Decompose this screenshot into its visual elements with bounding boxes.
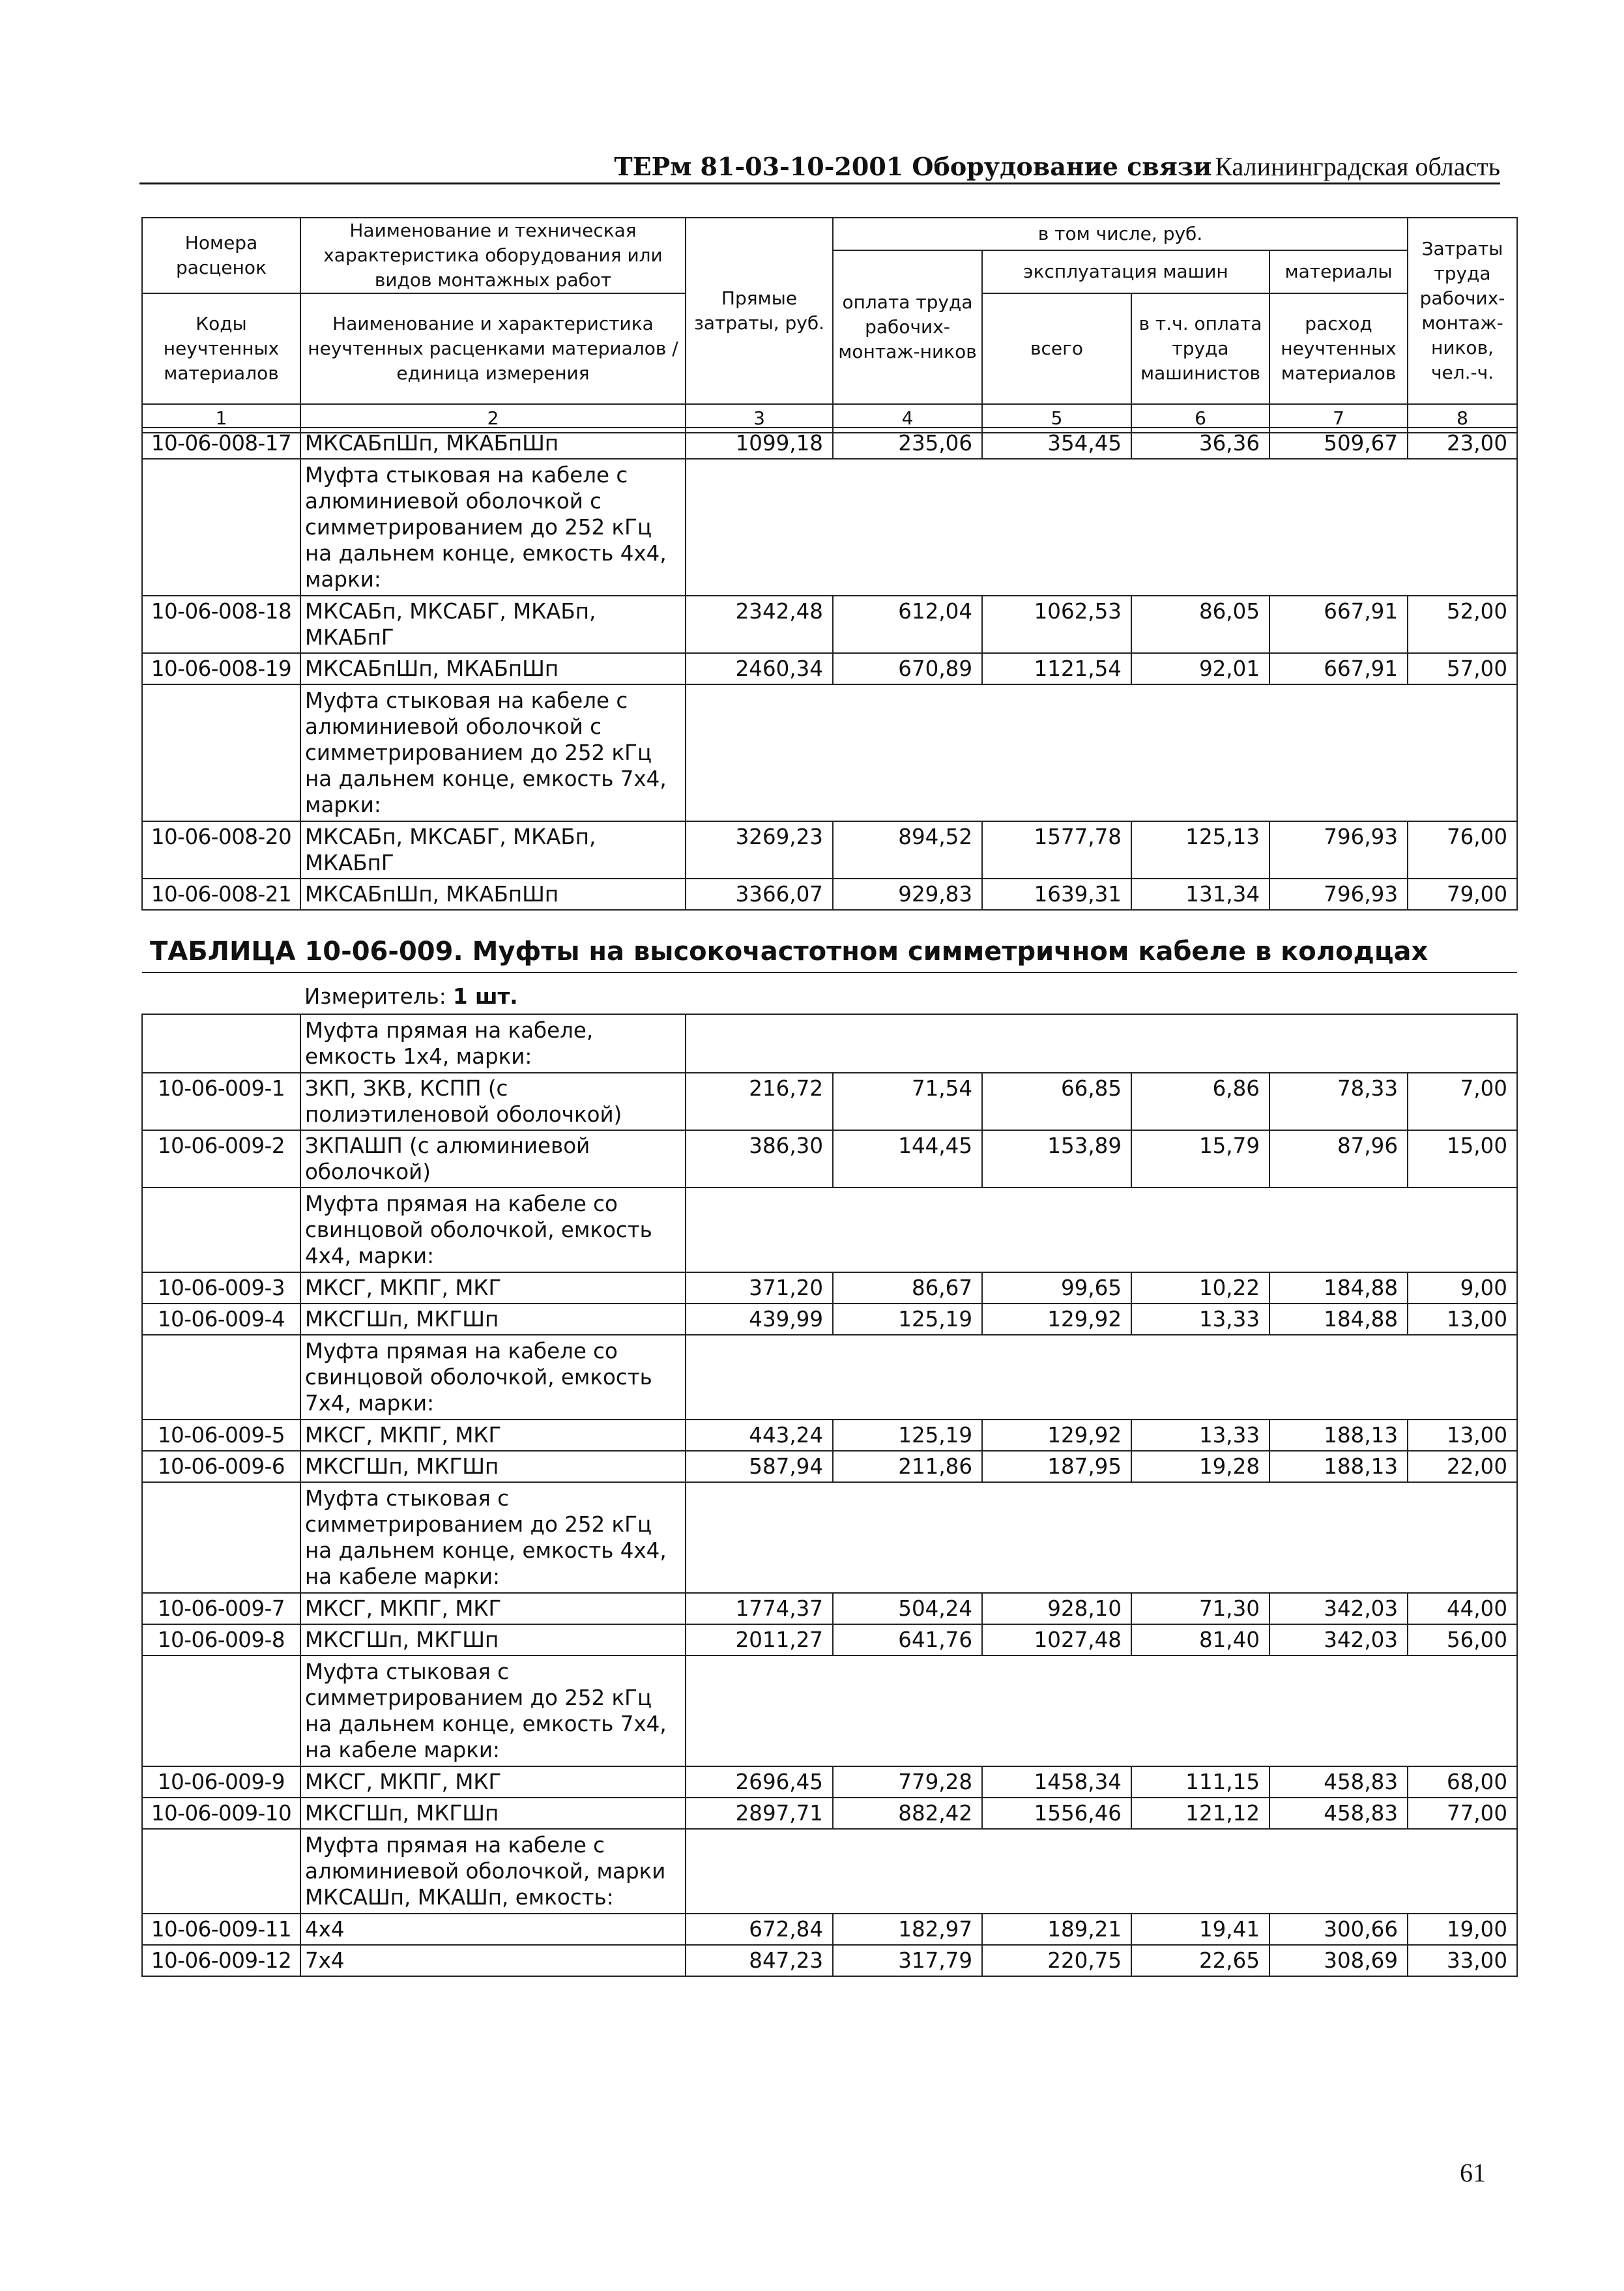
labor-hours-value: 76,00: [1408, 821, 1517, 879]
header-labor: Затраты труда рабочих-монтаж-ников, чел.-ч.: [1408, 218, 1517, 404]
rate-code: 10-06-009-7: [142, 1593, 300, 1624]
operators-wages-value: 131,34: [1131, 879, 1269, 910]
wages-value: 182,97: [833, 1914, 982, 1945]
rate-code: 10-06-009-1: [142, 1073, 300, 1130]
operators-wages-value: 71,30: [1131, 1593, 1269, 1624]
empty-cell: [686, 1482, 1517, 1593]
wages-value: 894,52: [833, 821, 982, 879]
empty-cell: [686, 1656, 1517, 1766]
empty-cell: [142, 1014, 300, 1073]
table-row: [142, 1624, 1517, 1656]
wages-value: 779,28: [833, 1766, 982, 1798]
rate-code: 10-06-009-2: [142, 1130, 300, 1188]
column-number: 7: [1269, 404, 1408, 433]
rate-name: МКСАБп, МКСАБГ, МКАБп, МКАБпГ: [300, 596, 686, 653]
wages-value: 144,45: [833, 1130, 982, 1188]
rate-name: МКСГШп, МКГШп: [300, 1451, 686, 1482]
table-row: [142, 1304, 1517, 1335]
table-title-row: [142, 910, 1517, 972]
rate-code: 10-06-008-18: [142, 596, 300, 653]
machines-total-value: 1577,78: [982, 821, 1131, 879]
operators-wages-value: 13,33: [1131, 1304, 1269, 1335]
operators-wages-value: 6,86: [1131, 1073, 1269, 1130]
machines-total-value: 1639,31: [982, 879, 1131, 910]
labor-hours-value: 13,00: [1408, 1304, 1517, 1335]
header-material-codes: Коды неучтенных материалов: [142, 293, 300, 404]
header-work-name: Наименование и техническая характеристика оборудования или видов монтажных работ: [300, 218, 686, 293]
wages-value: 86,67: [833, 1272, 982, 1304]
operators-wages-value: 81,40: [1131, 1624, 1269, 1656]
material-usage-value: 796,93: [1269, 821, 1408, 879]
operators-wages-value: 125,13: [1131, 821, 1269, 879]
machines-total-value: 129,92: [982, 1420, 1131, 1451]
empty-cell: [686, 1829, 1517, 1914]
operators-wages-value: 111,15: [1131, 1766, 1269, 1798]
direct-costs-value: 386,30: [686, 1130, 833, 1188]
table-title: ТАБЛИЦА 10-06-009. Муфты на высокочастотном симметричном кабеле в колодцах: [150, 937, 1428, 967]
empty-cell: [686, 1014, 1517, 1073]
wages-value: 641,76: [833, 1624, 982, 1656]
operators-wages-value: 86,05: [1131, 596, 1269, 653]
direct-costs-value: 2696,45: [686, 1766, 833, 1798]
empty-cell: [142, 1829, 300, 1914]
empty-cell: [686, 684, 1517, 821]
rate-name: 4x4: [300, 1914, 686, 1945]
operators-wages-value: 13,33: [1131, 1420, 1269, 1451]
table-row: [142, 1945, 1517, 1976]
labor-hours-value: 77,00: [1408, 1798, 1517, 1829]
table-row: [142, 1593, 1517, 1624]
empty-cell: [686, 1188, 1517, 1272]
operators-wages-value: 15,79: [1131, 1130, 1269, 1188]
measure-row: [142, 972, 1517, 1014]
labor-hours-value: 68,00: [1408, 1766, 1517, 1798]
labor-hours-value: 44,00: [1408, 1593, 1517, 1624]
table-row: [142, 596, 1517, 653]
empty-cell: [142, 1188, 300, 1272]
wages-value: 211,86: [833, 1451, 982, 1482]
table-row: [142, 1130, 1517, 1188]
rate-code: 10-06-009-3: [142, 1272, 300, 1304]
header-operators-wages: в т.ч. оплата труда машинистов: [1131, 293, 1269, 404]
labor-hours-value: 9,00: [1408, 1272, 1517, 1304]
group-heading-row: [142, 684, 1517, 821]
header-materials: материалы: [1269, 250, 1408, 293]
machines-total-value: 99,65: [982, 1272, 1131, 1304]
rate-code: 10-06-009-12: [142, 1945, 300, 1976]
rate-code: 10-06-009-5: [142, 1420, 300, 1451]
column-number: 5: [982, 404, 1131, 433]
machines-total-value: 66,85: [982, 1073, 1131, 1130]
machines-total-value: 187,95: [982, 1451, 1131, 1482]
rate-code: 10-06-008-17: [142, 428, 300, 459]
wages-value: 670,89: [833, 653, 982, 684]
group-heading: Муфта прямая на кабеле с алюминиевой оболочкой, марки МКСАШп, МКАШп, емкость:: [300, 1829, 686, 1914]
operators-wages-value: 19,41: [1131, 1914, 1269, 1945]
direct-costs-value: 371,20: [686, 1272, 833, 1304]
rate-code: 10-06-009-11: [142, 1914, 300, 1945]
machines-total-value: 928,10: [982, 1593, 1131, 1624]
rate-code: 10-06-008-19: [142, 653, 300, 684]
machines-total-value: 1458,34: [982, 1766, 1131, 1798]
group-heading-row: [142, 1656, 1517, 1766]
column-number: 1: [142, 404, 300, 433]
table-row: [142, 1798, 1517, 1829]
wages-value: 929,83: [833, 879, 982, 910]
header-machines: эксплуатация машин: [982, 250, 1269, 293]
direct-costs-value: 216,72: [686, 1073, 833, 1130]
measure-label: Измеритель:: [304, 984, 446, 1009]
labor-hours-value: 56,00: [1408, 1624, 1517, 1656]
labor-hours-value: 52,00: [1408, 596, 1517, 653]
material-usage-value: 796,93: [1269, 879, 1408, 910]
table-row: [142, 1272, 1517, 1304]
material-usage-value: 667,91: [1269, 596, 1408, 653]
empty-cell: [142, 1656, 300, 1766]
rate-code: 10-06-009-8: [142, 1624, 300, 1656]
material-usage-value: 667,91: [1269, 653, 1408, 684]
wages-value: 71,54: [833, 1073, 982, 1130]
rate-name: МКСАБпШп, МКАБпШп: [300, 653, 686, 684]
rate-name: МКСГШп, МКГШп: [300, 1624, 686, 1656]
table-row: [142, 1914, 1517, 1945]
group-heading-row: [142, 459, 1517, 596]
operators-wages-value: 92,01: [1131, 653, 1269, 684]
group-heading: Муфта стыковая на кабеле с алюминиевой оболочкой с симметрированием до 252 кГц на дальнем конце, емкость 7x4, марки:: [300, 684, 686, 821]
table-row: [142, 821, 1517, 879]
rate-code: 10-06-009-10: [142, 1798, 300, 1829]
measure-cell: [300, 972, 1517, 1014]
rate-name: МКСГ, МКПГ, МКГ: [300, 1272, 686, 1304]
header-including: в том числе, руб.: [833, 218, 1408, 250]
rate-name: МКСГ, МКПГ, МКГ: [300, 1766, 686, 1798]
table-row: [142, 1420, 1517, 1451]
labor-hours-value: 33,00: [1408, 1945, 1517, 1976]
table-row: [142, 653, 1517, 684]
group-heading: Муфта стыковая на кабеле с алюминиевой оболочкой с симметрированием до 252 кГц на дальнем конце, емкость 4x4, марки:: [300, 459, 686, 596]
rate-code: 10-06-009-4: [142, 1304, 300, 1335]
material-usage-value: 342,03: [1269, 1624, 1408, 1656]
group-heading-row: [142, 1188, 1517, 1272]
material-usage-value: 458,83: [1269, 1798, 1408, 1829]
direct-costs-value: 2460,34: [686, 653, 833, 684]
header-material-names: Наименование и характеристика неучтенных расценками материалов / единица измерения: [300, 293, 686, 404]
machines-total-value: 153,89: [982, 1130, 1131, 1188]
wages-value: 612,04: [833, 596, 982, 653]
direct-costs-value: 439,99: [686, 1304, 833, 1335]
operators-wages-value: 19,28: [1131, 1451, 1269, 1482]
group-heading: Муфта прямая на кабеле, емкость 1x4, марки:: [300, 1014, 686, 1073]
group-heading-row: [142, 1482, 1517, 1593]
group-heading: Муфта стыковая с симметрированием до 252 кГц на дальнем конце, емкость 7x4, на кабеле марки:: [300, 1656, 686, 1766]
rate-name: МКСГШп, МКГШп: [300, 1798, 686, 1829]
direct-costs-value: 3269,23: [686, 821, 833, 879]
group-heading-row: [142, 1829, 1517, 1914]
table-row: [142, 1451, 1517, 1482]
header-machines-total: всего: [982, 293, 1131, 404]
machines-total-value: 220,75: [982, 1945, 1131, 1976]
material-usage-value: 509,67: [1269, 428, 1408, 459]
group-heading: Муфта стыковая с симметрированием до 252 кГц на дальнем конце, емкость 4x4, на кабеле марки:: [300, 1482, 686, 1593]
machines-total-value: 129,92: [982, 1304, 1131, 1335]
empty-cell: [142, 459, 300, 596]
material-usage-value: 188,13: [1269, 1451, 1408, 1482]
page-header: [139, 151, 1500, 184]
direct-costs-value: 587,94: [686, 1451, 833, 1482]
material-usage-value: 458,83: [1269, 1766, 1408, 1798]
empty-cell: [142, 1335, 300, 1420]
machines-total-value: 1556,46: [982, 1798, 1131, 1829]
material-usage-value: 184,88: [1269, 1272, 1408, 1304]
rate-code: 10-06-008-21: [142, 879, 300, 910]
wages-value: 317,79: [833, 1945, 982, 1976]
machines-total-value: 1121,54: [982, 653, 1131, 684]
column-number: 3: [686, 404, 833, 433]
wages-value: 882,42: [833, 1798, 982, 1829]
labor-hours-value: 57,00: [1408, 653, 1517, 684]
empty-cell: [142, 1482, 300, 1593]
wages-value: 504,24: [833, 1593, 982, 1624]
document-region: Калининградская область: [1215, 152, 1500, 181]
labor-hours-value: 22,00: [1408, 1451, 1517, 1482]
table-row: [142, 428, 1517, 459]
group-heading-row: [142, 1014, 1517, 1073]
group-heading: Муфта прямая на кабеле со свинцовой оболочкой, емкость 4x4, марки:: [300, 1188, 686, 1272]
rate-name: МКСГШп, МКГШп: [300, 1304, 686, 1335]
material-usage-value: 87,96: [1269, 1130, 1408, 1188]
rate-name: МКСГ, МКПГ, МКГ: [300, 1593, 686, 1624]
wages-value: 235,06: [833, 428, 982, 459]
rate-code: 10-06-009-9: [142, 1766, 300, 1798]
column-number: 6: [1131, 404, 1269, 433]
direct-costs-value: 2342,48: [686, 596, 833, 653]
operators-wages-value: 22,65: [1131, 1945, 1269, 1976]
header-direct-costs: Прямые затраты, руб.: [686, 218, 833, 404]
rate-code: 10-06-009-6: [142, 1451, 300, 1482]
rates-table: [141, 427, 1518, 1977]
empty-cell: [686, 1335, 1517, 1420]
rate-name: МКСГ, МКПГ, МКГ: [300, 1420, 686, 1451]
direct-costs-value: 2011,27: [686, 1624, 833, 1656]
material-usage-value: 78,33: [1269, 1073, 1408, 1130]
direct-costs-value: 3366,07: [686, 879, 833, 910]
machines-total-value: 1062,53: [982, 596, 1131, 653]
machines-total-value: 354,45: [982, 428, 1131, 459]
header-wages: оплата труда рабочих-монтаж-ников: [833, 250, 982, 404]
table-row: [142, 1073, 1517, 1130]
page-number: 61: [1460, 2158, 1486, 2187]
material-usage-value: 308,69: [1269, 1945, 1408, 1976]
rate-code: 10-06-008-20: [142, 821, 300, 879]
rate-name: ЗКП, ЗКВ, КСПП (с полиэтиленовой оболочкой): [300, 1073, 686, 1130]
column-number: 4: [833, 404, 982, 433]
labor-hours-value: 13,00: [1408, 1420, 1517, 1451]
labor-hours-value: 79,00: [1408, 879, 1517, 910]
direct-costs-value: 1774,37: [686, 1593, 833, 1624]
direct-costs-value: 443,24: [686, 1420, 833, 1451]
operators-wages-value: 10,22: [1131, 1272, 1269, 1304]
empty-cell: [142, 684, 300, 821]
material-usage-value: 188,13: [1269, 1420, 1408, 1451]
header-material-usage: расход неучтенных материалов: [1269, 293, 1408, 404]
operators-wages-value: 36,36: [1131, 428, 1269, 459]
labor-hours-value: 7,00: [1408, 1073, 1517, 1130]
labor-hours-value: 19,00: [1408, 1914, 1517, 1945]
direct-costs-value: 847,23: [686, 1945, 833, 1976]
rate-name: 7x4: [300, 1945, 686, 1976]
table-title-cell: [142, 910, 1517, 972]
empty-cell: [686, 459, 1517, 596]
labor-hours-value: 15,00: [1408, 1130, 1517, 1188]
material-usage-value: 300,66: [1269, 1914, 1408, 1945]
table-row: [142, 879, 1517, 910]
direct-costs-value: 1099,18: [686, 428, 833, 459]
labor-hours-value: 23,00: [1408, 428, 1517, 459]
direct-costs-value: 2897,71: [686, 1798, 833, 1829]
rate-name: МКСАБп, МКСАБГ, МКАБп, МКАБпГ: [300, 821, 686, 879]
empty-cell: [142, 972, 300, 1014]
header-rate-number: Номера расценок: [142, 218, 300, 293]
wages-value: 125,19: [833, 1420, 982, 1451]
column-number: 8: [1408, 404, 1517, 433]
rate-name: ЗКПАШП (с алюминиевой оболочкой): [300, 1130, 686, 1188]
column-number: 2: [300, 404, 686, 433]
table-row: [142, 1766, 1517, 1798]
rate-name: МКСАБпШп, МКАБпШп: [300, 879, 686, 910]
direct-costs-value: 672,84: [686, 1914, 833, 1945]
column-header-table: [141, 217, 1518, 433]
wages-value: 125,19: [833, 1304, 982, 1335]
group-heading-row: [142, 1335, 1517, 1420]
document-code: ТЕРм 81-03-10-2001 Оборудование связи: [614, 152, 1212, 181]
group-heading: Муфта прямая на кабеле со свинцовой оболочкой, емкость 7x4, марки:: [300, 1335, 686, 1420]
material-usage-value: 184,88: [1269, 1304, 1408, 1335]
operators-wages-value: 121,12: [1131, 1798, 1269, 1829]
machines-total-value: 1027,48: [982, 1624, 1131, 1656]
material-usage-value: 342,03: [1269, 1593, 1408, 1624]
rate-name: МКСАБпШп, МКАБпШп: [300, 428, 686, 459]
machines-total-value: 189,21: [982, 1914, 1131, 1945]
measure-value: 1 шт.: [453, 984, 518, 1009]
